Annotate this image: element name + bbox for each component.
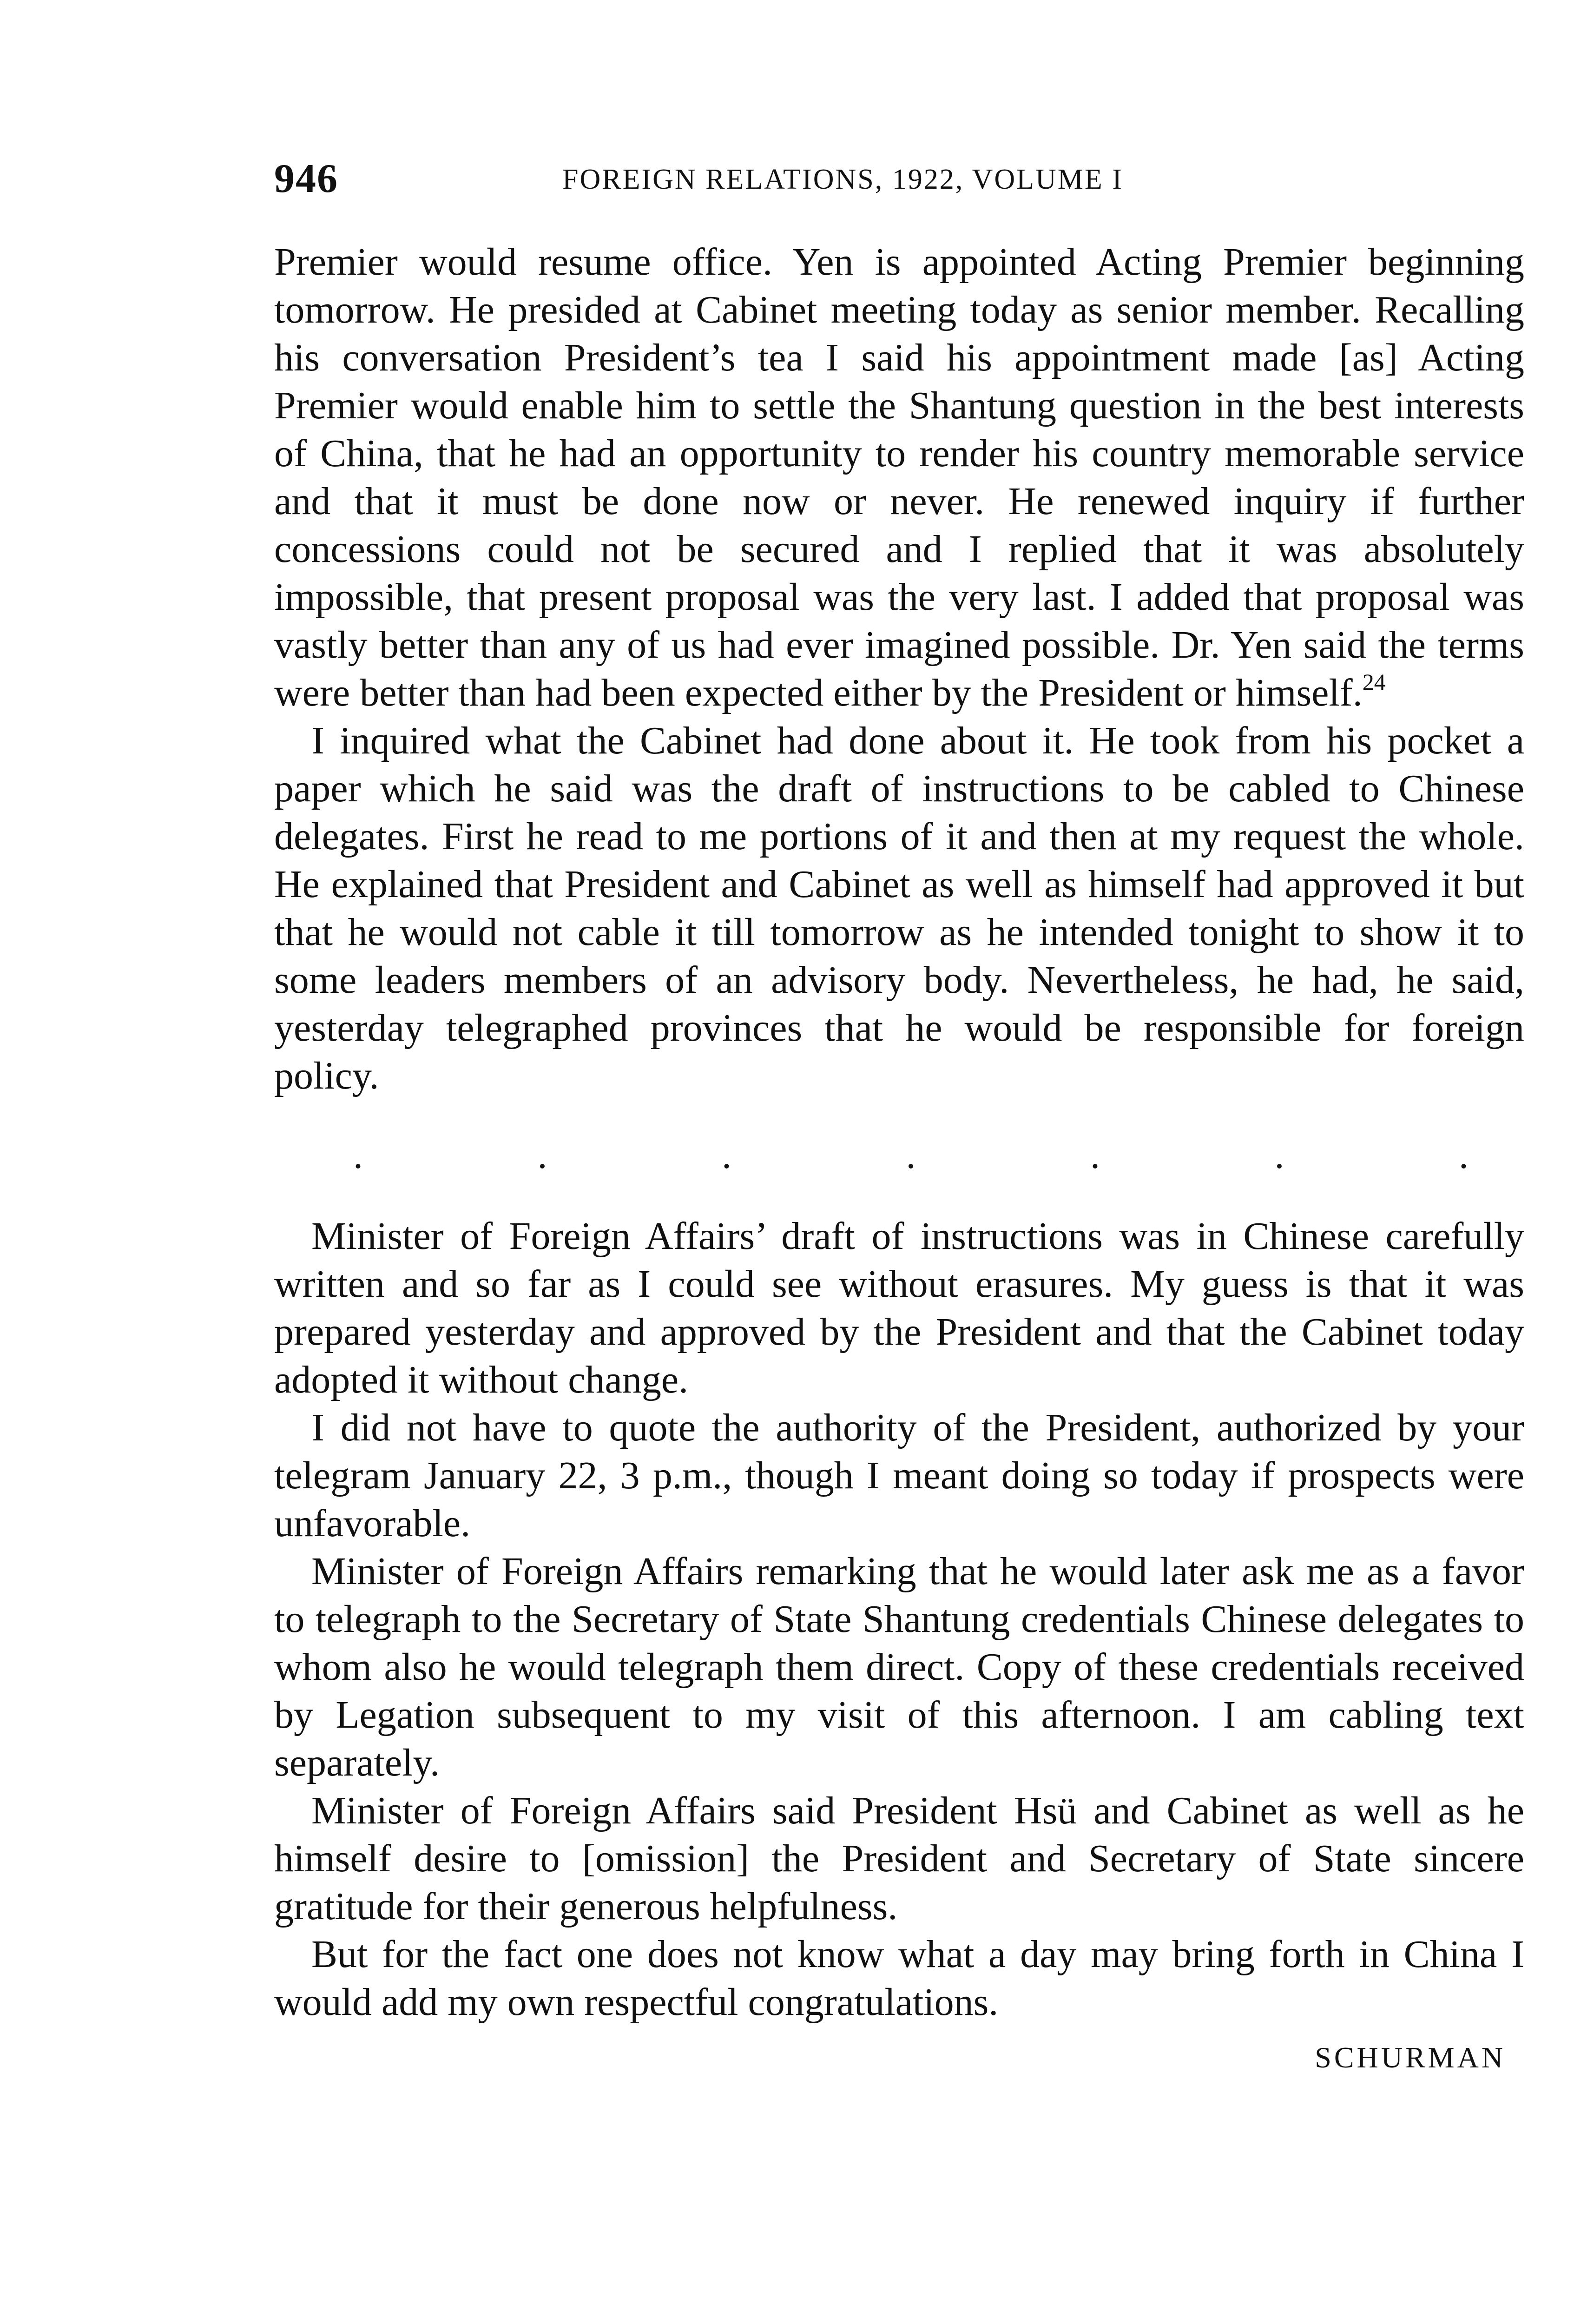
omission-dots	[353, 1134, 1469, 1177]
paragraph-1-text: Premier would resume office. Yen is appointed Acting Premier beginning tomorrow. He presided at Cabinet meeting today as senior member. Recalling his conversation President’s tea I said his appointment made [as] Acting Premier would enable him to settle the Shantung question in the best interests of China, that he had an opportunity to render his country memorable service and that it must be done now or never. He renewed inquiry if further concessions could not be secured and I replied that it was absolutely impossible, that present proposal was the very last. I added that proposal was vastly better than any of us had ever imagined possible. Dr. Yen said the terms were better than had been expected either by the President or himself.	[274, 240, 1524, 714]
footnote-reference[interactable]: 24	[1362, 669, 1386, 695]
paragraph-5: Minister of Foreign Affairs remarking that he would later ask me as a favor to telegraph to the Secretary of State Shantung credentials Chinese delegates to whom also he would telegraph them direct. Copy of these credentials received by Legation subsequent to my visit of this afternoon. I am cabling text separately.	[274, 1550, 1524, 1784]
paragraph-1	[274, 238, 1524, 717]
paragraph-2: I inquired what the Cabinet had done about it. He took from his pocket a paper which he said was the draft of instructions to be cabled to Chinese delegates. First he read to me portions of it and then at my request the whole. He explained that President and Cabinet as well as himself had approved it but that he would not cable it till tomorrow as he intended tonight to show it to some leaders members of an advisory body. Nevertheless, he had, he said, yesterday telegraphed provinces that he would be responsible for foreign policy.	[274, 719, 1524, 1097]
running-head: FOREIGN RELATIONS, 1922, VOLUME I	[562, 164, 1123, 195]
paragraph-3: Minister of Foreign Affairs’ draft of instructions was in Chinese carefully written and so far as I could see without erasures. My guess is that it was prepared yesterday and approved by the President and that the Cabinet today adopted it without change.	[274, 1215, 1524, 1401]
omission-dot: .	[353, 1134, 363, 1177]
omission-dot: .	[537, 1134, 547, 1177]
omission-dot: .	[1090, 1134, 1100, 1177]
paragraph-4: I did not have to quote the authority of the President, authorized by your telegram January 22, 3 p.m., though I meant doing so today if prospects were unfavorable.	[274, 1406, 1524, 1545]
signature: SCHURMAN	[1315, 2041, 1506, 2074]
omission-dot: .	[906, 1134, 916, 1177]
paragraph-6: Minister of Foreign Affairs said President Hsü and Cabinet as well as he himself desire to [omission] the President and Secretary of State sincere gratitude for their generous helpfulness.	[274, 1789, 1524, 1928]
omission-dot: .	[722, 1134, 731, 1177]
page-header	[274, 153, 1524, 205]
paragraph-7: But for the fact one does not know what a day may bring forth in China I would add my own respectful congratulations.	[274, 1933, 1524, 2024]
omission-dot: .	[1459, 1134, 1469, 1177]
page-number: 946	[274, 156, 338, 201]
omission-dot: .	[1274, 1134, 1284, 1177]
document-body	[274, 238, 1524, 2081]
